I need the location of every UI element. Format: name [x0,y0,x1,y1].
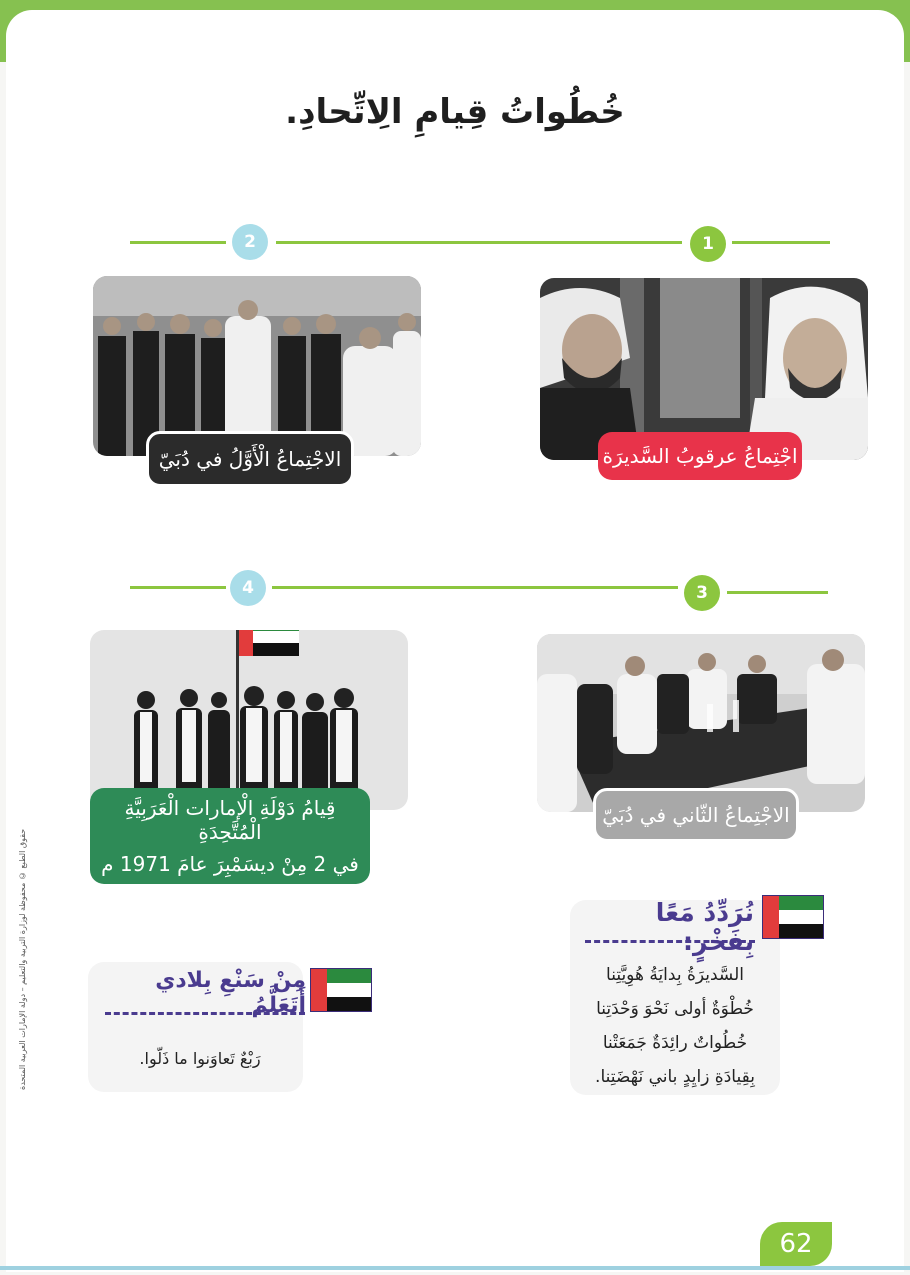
chant-line: بِقِيادَةِ زايِدٍ باني نَهْضَتِنا. [595,1067,755,1087]
photo-union-declaration [90,630,408,810]
learn-title: مِنْ سَنْعِ بِلادي أَتَعَلَّمُ [155,968,306,1018]
chant-title: نُرَدِّدُ مَعًا بِفَخْرٍ: [655,898,754,956]
chant-underline [585,940,755,943]
step-3-badge: 3 [684,575,720,611]
step-2-badge: 2 [232,224,268,260]
uae-flag-icon [310,968,372,1012]
timeline-line [130,586,226,589]
timeline-line [130,241,226,244]
timeline-line [272,586,678,589]
caption-step-4-line1: قِيامُ دَوْلَةِ الْإمارات الْعَرَبِيَّةِ الْمُتَّحِدَةِ [124,796,336,844]
step-4-badge: 4 [230,570,266,606]
uae-flag-icon [762,895,824,939]
chant-line: خُطْوَةٌ أولى نَحْوَ وَحْدَتِنا [596,999,754,1019]
bottom-rule [0,1266,910,1270]
step-1-badge: 1 [690,226,726,262]
side-credit: حقوق الطبع © محفوظة لوزارة التربية والتعليم – دولة الإمارات العربية المتحدة [18,828,27,1090]
caption-step-4-line2: في 2 مِنْ ديسَمْبِرَ عامَ 1971 م [101,852,359,876]
caption-step-4 [90,788,370,884]
timeline-line [727,591,828,594]
photo-second-dubai-meeting [537,634,865,812]
caption-step-3: الاجْتِماعُ الثّاني في دُبَيّ [593,788,799,842]
chant-poem [560,958,790,1094]
chant-line: السَّديرَةُ بِدايَةُ هُوِيَّتِنا [606,965,744,985]
photo-first-dubai-meeting [93,276,421,456]
learn-text: رَبْعٌ تَعاوَنوا ما ذَلّوا. [139,1049,261,1068]
uae-flag-icon [239,630,299,656]
page-title: خُطُواتُ قِيامِ الِاتِّحادِ. [285,92,625,132]
timeline-line [732,241,830,244]
learn-underline [105,1012,305,1015]
caption-step-2: الاجْتِماعُ الْأَوَّلُ في دُبَيّ [146,431,354,487]
caption-step-1: اجْتِماعُ عرقوبُ السَّديرَة [598,432,802,480]
timeline-line [276,241,682,244]
chant-line: خُطُواتٌ رائِدَةٌ جَمَعَتْنا [602,1033,748,1053]
page-number: 62 [760,1222,832,1266]
